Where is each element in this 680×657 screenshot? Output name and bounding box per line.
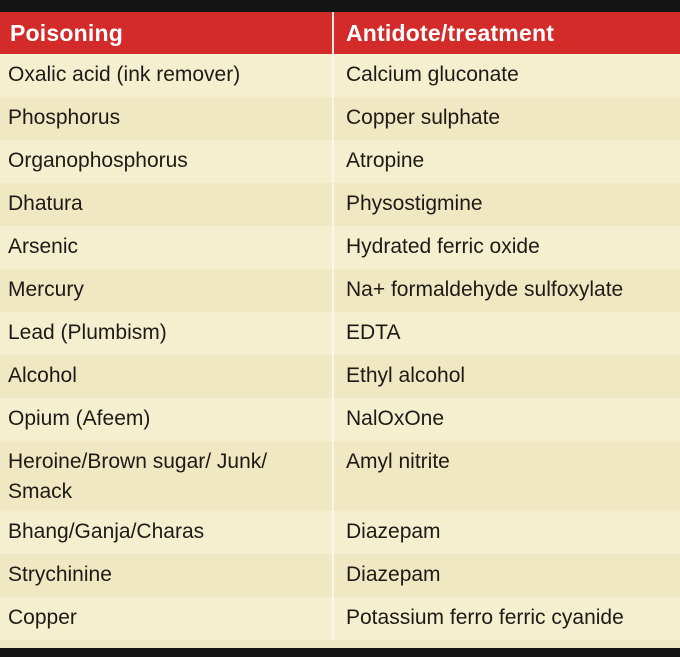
cell-antidote: EDTA xyxy=(333,312,680,355)
table-row xyxy=(0,183,680,226)
cell-poisoning: Oxalic acid (ink remover) xyxy=(0,54,333,97)
cell-poisoning: Copper xyxy=(0,597,333,640)
cell-antidote: Calcium gluconate xyxy=(333,54,680,97)
table-row xyxy=(0,355,680,398)
cell-poisoning: Strychinine xyxy=(0,554,333,597)
table-row xyxy=(0,398,680,441)
cell-poisoning: Opium (Afeem) xyxy=(0,398,333,441)
cell-antidote: Potassium ferro ferric cyanide xyxy=(333,597,680,640)
table-row xyxy=(0,97,680,140)
table-row xyxy=(0,312,680,355)
cell-antidote: Ethyl alcohol xyxy=(333,355,680,398)
cell-antidote: Atropine xyxy=(333,140,680,183)
cell-antidote: Hydrated ferric oxide xyxy=(333,226,680,269)
cell-poisoning: Heroine/Brown sugar/ Junk/ Smack xyxy=(0,441,333,511)
table-row xyxy=(0,441,680,511)
cell-antidote: Na+ formaldehyde sulfoxylate xyxy=(333,269,680,312)
table-row xyxy=(0,597,680,640)
cell-poisoning: Phosphorus xyxy=(0,97,333,140)
cell-poisoning: Dhatura xyxy=(0,183,333,226)
cell-poisoning: Organophosphorus xyxy=(0,140,333,183)
cell-antidote: NalOxOne xyxy=(333,398,680,441)
header-poisoning: Poisoning xyxy=(0,12,333,54)
top-edge xyxy=(0,0,680,12)
poison-antidote-table xyxy=(0,12,680,640)
cell-antidote: Diazepam xyxy=(333,511,680,554)
cell-poisoning: Alcohol xyxy=(0,355,333,398)
cell-poisoning: Mercury xyxy=(0,269,333,312)
table-row xyxy=(0,226,680,269)
cell-poisoning: Bhang/Ganja/Charas xyxy=(0,511,333,554)
table-row xyxy=(0,140,680,183)
cell-antidote: Diazepam xyxy=(333,554,680,597)
cell-antidote: Physostigmine xyxy=(333,183,680,226)
cell-antidote: Copper sulphate xyxy=(333,97,680,140)
table-body xyxy=(0,54,680,640)
table-header xyxy=(0,12,680,54)
table-row xyxy=(0,511,680,554)
header-antidote: Antidote/treatment xyxy=(333,12,680,54)
cell-antidote: Amyl nitrite xyxy=(333,441,680,511)
table-row xyxy=(0,269,680,312)
table-row xyxy=(0,554,680,597)
cell-poisoning: Lead (Plumbism) xyxy=(0,312,333,355)
cell-poisoning: Arsenic xyxy=(0,226,333,269)
bottom-edge xyxy=(0,648,680,657)
table-row xyxy=(0,54,680,97)
header-row xyxy=(0,12,680,54)
